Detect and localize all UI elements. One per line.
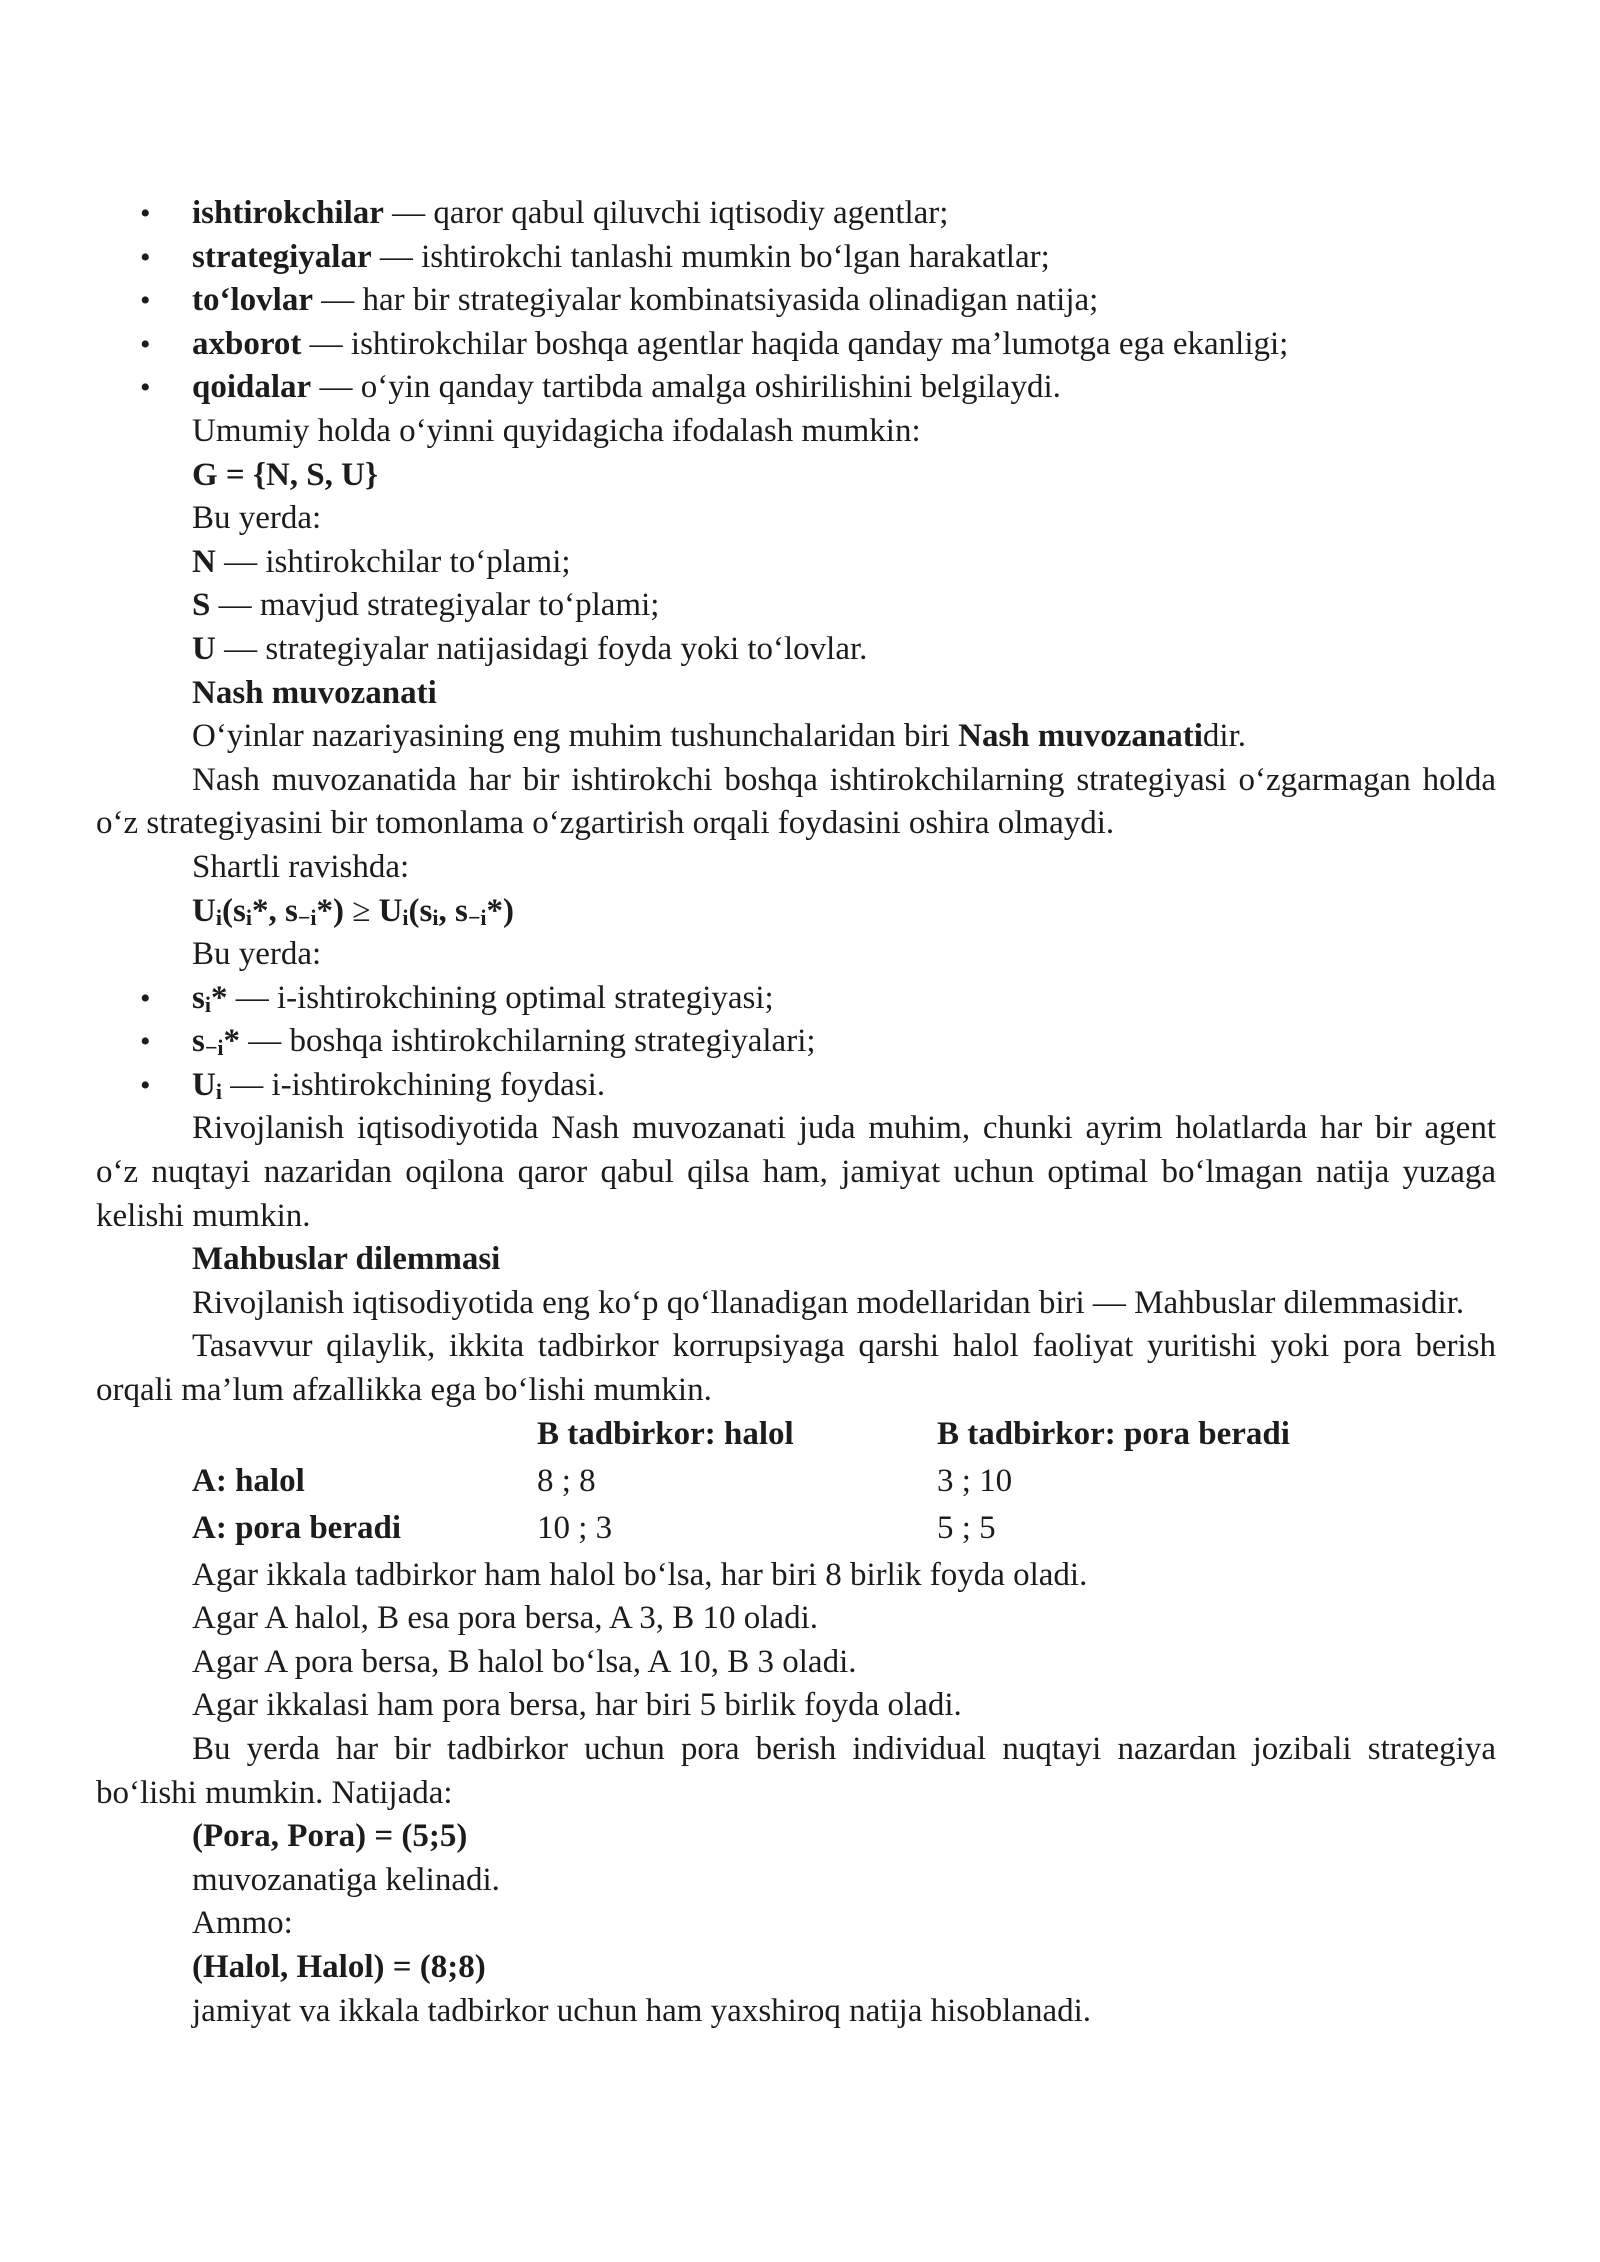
formula-part: i <box>245 904 252 930</box>
table-row <box>96 1460 1496 1507</box>
formula-part: U <box>192 892 216 929</box>
bullet-icon: • <box>140 371 151 405</box>
list-term: qoidalar <box>192 369 312 406</box>
row-header: A: halol <box>192 1462 305 1499</box>
formula-part: s <box>284 892 298 929</box>
list-term: ishtirokchilar <box>192 195 384 231</box>
definition-desc: — mavjud strategiyalar to‘plami; <box>210 587 660 624</box>
bullet-icon: • <box>140 284 151 318</box>
outcome-line: Agar A pora bersa, B halol bo‘lsa, A 10, B 3 oladi. <box>192 1643 857 1680</box>
table-cell: 10 ; 3 <box>537 1509 613 1546</box>
definition-term: N <box>192 543 216 580</box>
table-header-row <box>96 1413 1496 1460</box>
pora-text: muvozanatiga kelinadi. <box>192 1861 500 1898</box>
list-item <box>96 192 1496 236</box>
section-heading-nash <box>96 672 1496 716</box>
list-term: to‘lovlar <box>192 282 313 319</box>
equation-text: (Halol, Halol) = (8;8) <box>192 1948 486 1985</box>
definition-term: S <box>192 587 211 624</box>
list-item <box>96 1020 1496 1064</box>
section-heading-dilemma <box>96 1238 1496 1282</box>
bullet-icon: • <box>140 327 151 361</box>
formula-part: U <box>378 892 403 929</box>
list-desc: — har bir strategiyalar kombinatsiyasida olinadigan natija; <box>312 282 1099 319</box>
list-item <box>96 1064 1496 1108</box>
list-item <box>96 366 1496 410</box>
definition-term: U <box>192 630 216 667</box>
column-header: B tadbirkor: halol <box>537 1415 794 1452</box>
nash-definition: Nash muvozanatida har bir ishtirokchi boshqa ishtirokchilarning strategiyasi o‘zgarmagan holda o‘z strategiyasini bir tomonlama o‘zgartirish orqali foydasini oshira olmaydi. <box>96 761 1496 842</box>
pora-equilibrium <box>96 1815 1496 1859</box>
list-term-sub: i <box>215 1078 222 1104</box>
equation-text: (Pora, Pora) = (5;5) <box>192 1818 468 1855</box>
nash-variables-list <box>96 977 1496 1108</box>
formula-part: i <box>402 904 409 930</box>
definition-desc: — ishtirokchilar to‘plami; <box>215 543 571 580</box>
list-desc: — o‘yin qanday tartibda amalga oshirilishini belgilaydi. <box>311 369 1061 406</box>
nash-intro-bold: Nash muvozanati <box>958 718 1203 755</box>
list-item <box>96 279 1496 323</box>
list-term-sub: i <box>204 991 211 1017</box>
formula-text: G = {N, S, U} <box>192 456 378 493</box>
halol-equilibrium <box>96 1946 1496 1990</box>
bullet-icon: • <box>140 981 151 1015</box>
condition-formula: $U_i(s_i*$, $s_{-i}*) \ge U_i(s_i$, $s_{-i}*$) <box>192 892 514 930</box>
formula-part: * <box>251 892 269 929</box>
table-cell: 3 ; 10 <box>937 1462 1013 1499</box>
game-elements-list <box>96 192 1496 410</box>
list-term-suffix: * <box>210 979 228 1016</box>
heading-text: Mahbuslar dilemmasi <box>192 1241 501 1278</box>
outcome-line: Agar ikkalasi ham pora bersa, har biri 5 birlik foyda oladi. <box>192 1687 962 1724</box>
list-desc: — i-ishtirokchining optimal strategiyasi; <box>227 979 774 1016</box>
list-desc: — ishtirokchi tanlashi mumkin bo‘lgan harakatlar; <box>371 238 1050 275</box>
formula-part: i <box>432 904 439 930</box>
game-formula <box>96 454 1496 498</box>
heading-text: Nash muvozanati <box>192 674 437 711</box>
list-desc: — qaror qabul qiluvchi iqtisodiy agentlar; <box>383 195 949 231</box>
list-term: s <box>192 1023 205 1060</box>
formula-part: s <box>419 892 433 929</box>
individual-paragraph: Bu yerda har bir tadbirkor uchun pora berish individual nuqtayi nazardan jozibali strategiya bo‘lishi mumkin. Natijada: <box>96 1731 1496 1811</box>
table-cell: 8 ; 8 <box>537 1462 596 1499</box>
list-term: s <box>192 979 205 1016</box>
formula-part: * <box>486 892 503 929</box>
list-term: axborot <box>192 325 302 362</box>
outcome-line: Agar A halol, B esa pora bersa, A 3, B 10 oladi. <box>192 1600 818 1637</box>
list-term: strategiyalar <box>192 238 372 275</box>
condition-intro: Shartli ravishda: <box>192 848 410 885</box>
row-header: A: pora beradi <box>192 1509 401 1546</box>
document-body <box>96 192 1496 2033</box>
outcome-line: Agar ikkala tadbirkor ham halol bo‘lsa, har biri 8 birlik foyda oladi. <box>192 1556 1088 1593</box>
dilemma-scenario: Tasavvur qilaylik, ikkita tadbirkor korrupsiyaga qarshi halol faoliyat yuritishi yoki pora berish orqali ma’lum afzallikka ega bo‘lishi mumkin. <box>96 1328 1496 1409</box>
list-item <box>96 323 1496 367</box>
bullet-icon: • <box>140 1068 151 1102</box>
definition-desc: — strategiyalar natijasidagi foyda yoki to‘lovlar. <box>215 630 868 667</box>
definition-line <box>96 628 1496 672</box>
list-term-sub: −i <box>204 1035 224 1061</box>
where-label: Bu yerda: <box>192 936 322 973</box>
list-item <box>96 236 1496 280</box>
formula-part: * <box>316 892 333 929</box>
nash-intro-post: dir. <box>1202 718 1246 755</box>
halol-text: jamiyat va ikkala tadbirkor uchun ham yaxshiroq natija hisoblanadi. <box>192 1992 1092 2029</box>
game-intro: Umumiy holda o‘yinni quyidagicha ifodalash mumkin: <box>192 412 921 449</box>
bullet-icon: • <box>140 197 151 230</box>
bullet-icon: • <box>140 240 151 274</box>
column-header: B tadbirkor: pora beradi <box>937 1415 1290 1452</box>
ammo-text: Ammo: <box>192 1905 293 1942</box>
definition-line <box>96 541 1496 585</box>
list-desc: — i-ishtirokchining foydasi. <box>221 1066 606 1103</box>
formula-part: −i <box>467 904 487 930</box>
formula-part: ≥ <box>352 892 371 929</box>
list-term: U <box>192 1066 216 1103</box>
formula-part: i <box>215 904 222 930</box>
list-desc: — boshqa ishtirokchilarning strategiyalari; <box>240 1023 816 1060</box>
table-row <box>96 1507 1496 1554</box>
list-term-suffix: * <box>223 1023 240 1060</box>
table-cell: 5 ; 5 <box>937 1509 996 1546</box>
formula-part: s <box>455 892 468 929</box>
formula-part: −i <box>297 904 317 930</box>
list-item <box>96 977 1496 1021</box>
bullet-icon: • <box>140 1025 151 1059</box>
dilemma-intro: Rivojlanish iqtisodiyotida eng ko‘p qo‘llanadigan modellaridan biri — Mahbuslar dilemmasidir. <box>192 1284 1465 1321</box>
development-paragraph: Rivojlanish iqtisodiyotida Nash muvozanati juda muhim, chunki ayrim holatlarda har bir agent o‘z nuqtayi nazaridan oqilona qaror qabul qilsa ham, jamiyat uchun optimal bo‘lmagan natija yuzaga kelishi mumkin. <box>96 1110 1496 1234</box>
list-desc: — ishtirokchilar boshqa agentlar haqida qanday ma’lumotga ega ekanligi; <box>301 325 1289 362</box>
definition-line <box>96 584 1496 628</box>
payoff-table <box>96 1413 1496 1554</box>
nash-intro-pre: O‘yinlar nazariyasining eng muhim tushunchalaridan biri <box>192 718 959 755</box>
nash-intro <box>96 715 1496 759</box>
formula-part: s <box>232 892 246 929</box>
where-label: Bu yerda: <box>192 500 322 537</box>
